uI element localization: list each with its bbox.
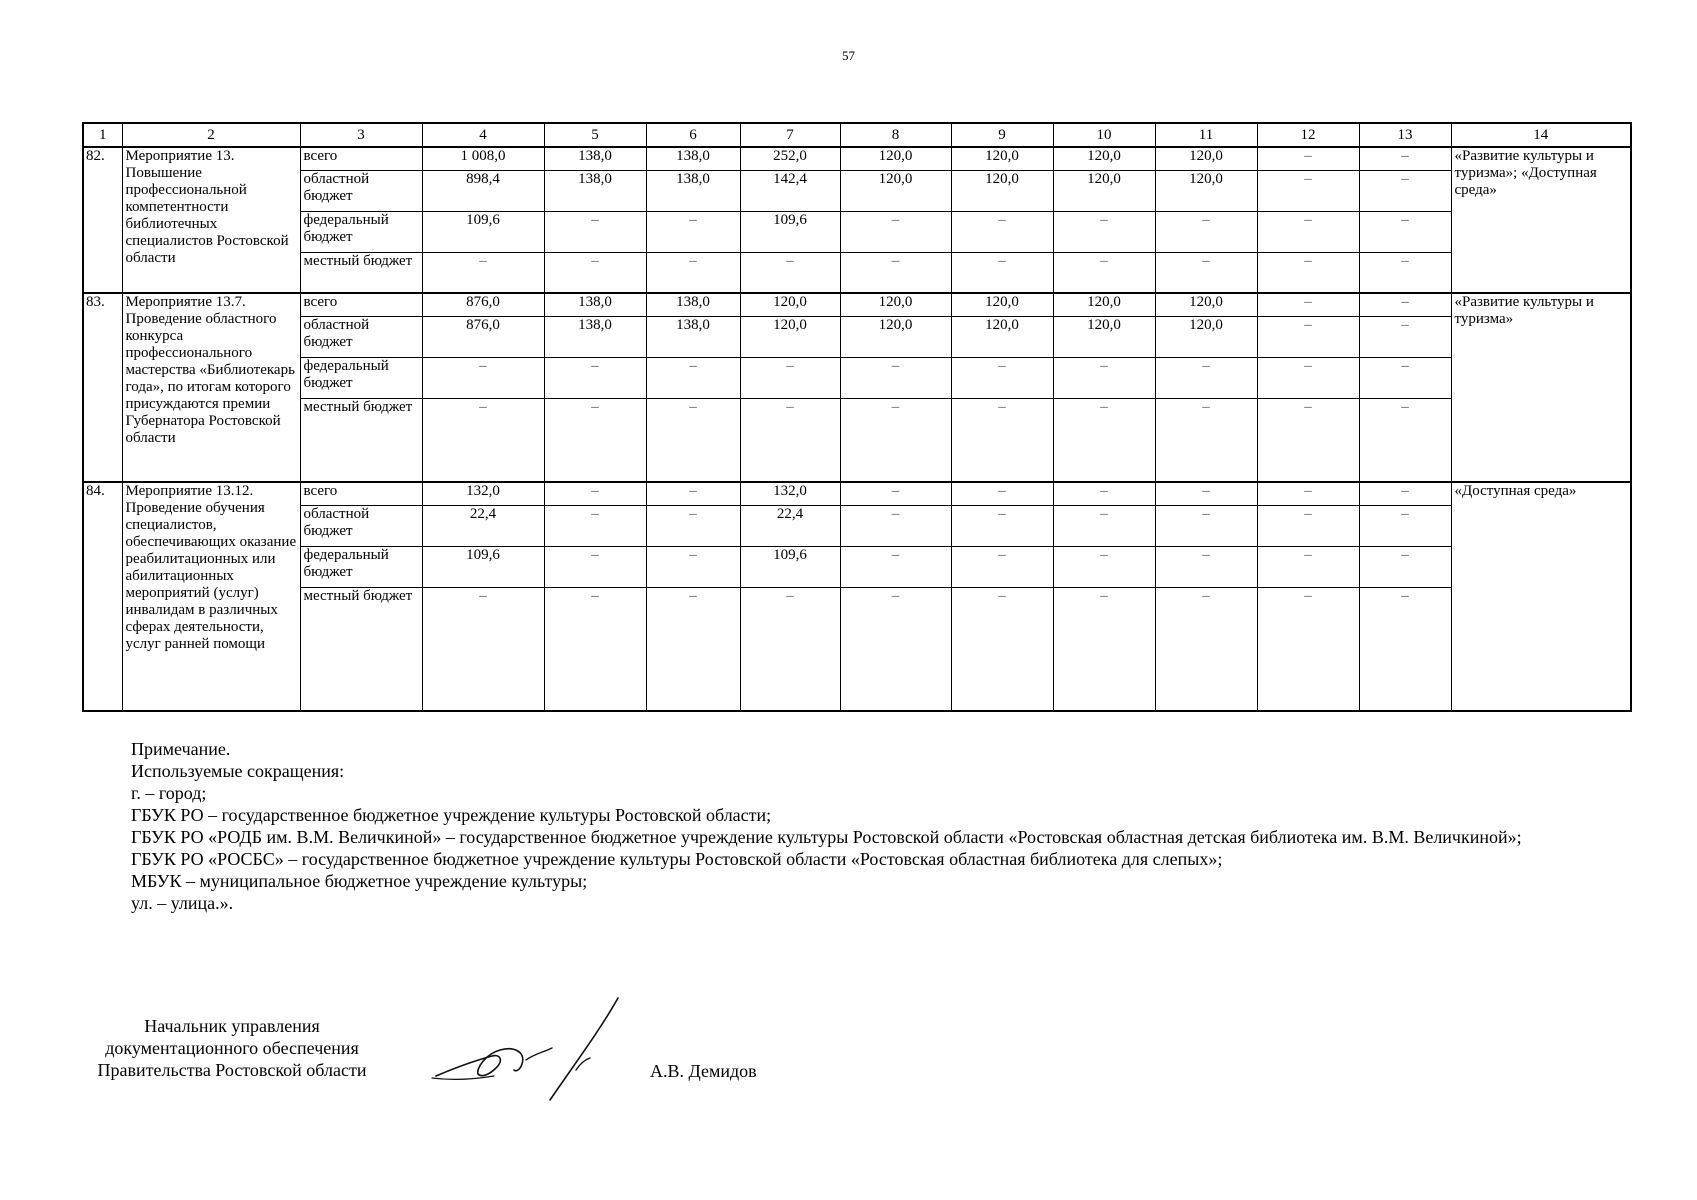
amount-cell: – (422, 252, 544, 293)
amount-cell: – (646, 505, 740, 546)
amount-cell: – (1053, 482, 1155, 505)
amount-cell: 252,0 (740, 147, 840, 170)
header-cell: 6 (646, 123, 740, 147)
amount-cell: – (840, 211, 951, 252)
amount-cell: – (1053, 546, 1155, 587)
funding-source: федеральный бюджет (300, 211, 422, 252)
funding-source: всего (300, 147, 422, 170)
amount-cell: 138,0 (646, 170, 740, 211)
row-number: 82. (83, 147, 122, 293)
amount-cell: – (951, 482, 1053, 505)
amount-cell: – (1155, 587, 1257, 711)
amount-cell: – (422, 587, 544, 711)
amount-cell: 876,0 (422, 293, 544, 316)
header-cell: 14 (1451, 123, 1631, 147)
header-cell: 4 (422, 123, 544, 147)
amount-cell: – (422, 398, 544, 482)
amount-cell: 120,0 (1155, 293, 1257, 316)
amount-cell: – (951, 357, 1053, 398)
position-line: Начальник управления (144, 1016, 320, 1036)
amount-cell: – (951, 587, 1053, 711)
note-item: ГБУК РО «РОСБС» – государственное бюджетное учреждение культуры Ростовской области «Ростовская областная библиотека для слепых»; (131, 849, 1223, 869)
table-row (83, 357, 1631, 398)
header-cell: 1 (83, 123, 122, 147)
amount-cell: – (1155, 505, 1257, 546)
amount-cell: – (1053, 505, 1155, 546)
row-number: 83. (83, 293, 122, 482)
amount-cell: 138,0 (646, 316, 740, 357)
amount-cell: – (544, 505, 646, 546)
amount-cell: 120,0 (1053, 293, 1155, 316)
amount-cell: – (1359, 357, 1451, 398)
amount-cell: 120,0 (840, 147, 951, 170)
table-row (83, 398, 1631, 482)
table-row (83, 147, 1631, 170)
amount-cell: – (840, 398, 951, 482)
amount-cell: – (544, 546, 646, 587)
header-cell: 3 (300, 123, 422, 147)
table-row (83, 293, 1631, 316)
amount-cell: – (1257, 587, 1359, 711)
amount-cell: – (544, 587, 646, 711)
header-cell: 8 (840, 123, 951, 147)
table-row (83, 316, 1631, 357)
amount-cell: – (646, 546, 740, 587)
amount-cell: 109,6 (740, 546, 840, 587)
amount-cell: – (1359, 293, 1451, 316)
signatory-position (82, 1015, 382, 1081)
amount-cell: 22,4 (740, 505, 840, 546)
amount-cell: – (1257, 505, 1359, 546)
amount-cell: – (422, 357, 544, 398)
funding-source: местный бюджет (300, 587, 422, 711)
amount-cell: 120,0 (1155, 147, 1257, 170)
table-row (83, 252, 1631, 293)
table-row (83, 546, 1631, 587)
amount-cell: 132,0 (422, 482, 544, 505)
amount-cell: – (1155, 252, 1257, 293)
note-item: г. – город; (131, 783, 207, 803)
amount-cell: – (951, 546, 1053, 587)
amount-cell: – (1155, 398, 1257, 482)
amount-cell: – (1257, 252, 1359, 293)
amount-cell: 138,0 (544, 293, 646, 316)
state-program: «Развитие культуры и туризма»; «Доступная среда» (1451, 147, 1631, 293)
amount-cell: – (1155, 546, 1257, 587)
amount-cell: 876,0 (422, 316, 544, 357)
amount-cell: 109,6 (740, 211, 840, 252)
amount-cell: – (646, 398, 740, 482)
amount-cell: 120,0 (840, 293, 951, 316)
funding-source: областной бюджет (300, 170, 422, 211)
amount-cell: – (1359, 482, 1451, 505)
amount-cell: – (840, 482, 951, 505)
amount-cell: – (1257, 398, 1359, 482)
header-cell: 9 (951, 123, 1053, 147)
amount-cell: – (840, 357, 951, 398)
amount-cell: – (1359, 170, 1451, 211)
amount-cell: – (740, 398, 840, 482)
header-cell: 11 (1155, 123, 1257, 147)
amount-cell: 22,4 (422, 505, 544, 546)
amount-cell: – (1359, 252, 1451, 293)
funding-source: федеральный бюджет (300, 546, 422, 587)
amount-cell: – (1053, 357, 1155, 398)
amount-cell: 138,0 (544, 316, 646, 357)
amount-cell: – (1053, 252, 1155, 293)
activity-title: Мероприятие 13.12. Проведение обучения специалистов, обеспечивающих оказание реабилитационных или абилитационных мероприятий (услуг) инвалидам в различных сферах деятельности, услуг ранней помощи (122, 482, 300, 711)
amount-cell: – (1359, 147, 1451, 170)
position-line: Правительства Ростовской области (97, 1060, 367, 1080)
amount-cell: 120,0 (951, 293, 1053, 316)
header-cell: 13 (1359, 123, 1451, 147)
funding-source: всего (300, 293, 422, 316)
amount-cell: 120,0 (951, 316, 1053, 357)
amount-cell: 120,0 (951, 147, 1053, 170)
amount-cell: – (544, 398, 646, 482)
amount-cell: 138,0 (544, 170, 646, 211)
amount-cell: – (951, 252, 1053, 293)
amount-cell: – (1155, 211, 1257, 252)
table-row (83, 505, 1631, 546)
amount-cell: – (1053, 211, 1155, 252)
amount-cell: 898,4 (422, 170, 544, 211)
amount-cell: – (1155, 357, 1257, 398)
amount-cell: – (1257, 316, 1359, 357)
amount-cell: – (646, 482, 740, 505)
amount-cell: – (840, 505, 951, 546)
position-line: документационного обеспечения (105, 1038, 359, 1058)
amount-cell: – (1257, 482, 1359, 505)
amount-cell: 120,0 (1053, 316, 1155, 357)
header-cell: 7 (740, 123, 840, 147)
note-item: ГБУК РО «РОДБ им. В.М. Величкиной» – государственное бюджетное учреждение культуры Ростовской области «Ростовская областная детская библиотека им. В.М. Величкиной»; (131, 827, 1522, 847)
note-item: ГБУК РО – государственное бюджетное учреждение культуры Ростовской области; (131, 805, 772, 825)
signatory-name: А.В. Демидов (650, 1061, 757, 1081)
amount-cell: – (1359, 316, 1451, 357)
amount-cell: 1 008,0 (422, 147, 544, 170)
funding-source: местный бюджет (300, 398, 422, 482)
funding-source: местный бюджет (300, 252, 422, 293)
amount-cell: – (646, 357, 740, 398)
amount-cell: 138,0 (544, 147, 646, 170)
note-item: ул. – улица.». (131, 893, 234, 913)
amount-cell: 109,6 (422, 211, 544, 252)
amount-cell: – (646, 252, 740, 293)
amount-cell: – (740, 357, 840, 398)
amount-cell: 120,0 (1155, 316, 1257, 357)
amount-cell: 120,0 (1053, 170, 1155, 211)
amount-cell: – (544, 482, 646, 505)
amount-cell: 120,0 (840, 316, 951, 357)
state-program: «Развитие культуры и туризма» (1451, 293, 1631, 482)
amount-cell: – (646, 211, 740, 252)
amount-cell: – (1359, 398, 1451, 482)
amount-cell: – (1359, 211, 1451, 252)
amount-cell: – (1257, 147, 1359, 170)
table-row (83, 211, 1631, 252)
amount-cell: – (1359, 587, 1451, 711)
amount-cell: 120,0 (1155, 170, 1257, 211)
page-number: 57 (842, 48, 855, 63)
notes (82, 738, 1630, 914)
handwritten-signature (430, 990, 630, 1105)
amount-cell: – (840, 587, 951, 711)
header-cell: 5 (544, 123, 646, 147)
funding-source: федеральный бюджет (300, 357, 422, 398)
header-row (83, 123, 1631, 147)
amount-cell: – (646, 587, 740, 711)
funding-source: всего (300, 482, 422, 505)
notes-heading: Примечание. (131, 739, 231, 759)
amount-cell: – (1359, 505, 1451, 546)
amount-cell: – (1359, 546, 1451, 587)
amount-cell: – (1053, 398, 1155, 482)
amount-cell: 120,0 (840, 170, 951, 211)
activity-title: Мероприятие 13.7. Проведение областного конкурса профессионального мастерства «Библиотекарь года», по итогам которого присуждаются премии Губернатора Ростовской области (122, 293, 300, 482)
funding-source: областной бюджет (300, 316, 422, 357)
note-item: МБУК – муниципальное бюджетное учреждение культуры; (131, 871, 588, 891)
amount-cell: – (840, 546, 951, 587)
activity-title: Мероприятие 13. Повышение профессиональной компетентности библиотечных специалистов Ростовской области (122, 147, 300, 293)
header-cell: 12 (1257, 123, 1359, 147)
amount-cell: 120,0 (740, 293, 840, 316)
amount-cell: – (740, 587, 840, 711)
amount-cell: 120,0 (951, 170, 1053, 211)
row-number: 84. (83, 482, 122, 711)
amount-cell: – (951, 211, 1053, 252)
amount-cell: – (840, 252, 951, 293)
amount-cell: – (1257, 546, 1359, 587)
funding-source: областной бюджет (300, 505, 422, 546)
amount-cell: – (951, 398, 1053, 482)
amount-cell: – (1257, 357, 1359, 398)
notes-intro: Используемые сокращения: (131, 761, 345, 781)
amount-cell: – (1053, 587, 1155, 711)
amount-cell: 142,4 (740, 170, 840, 211)
amount-cell: 120,0 (740, 316, 840, 357)
budget-table (82, 122, 1632, 712)
amount-cell: 120,0 (1053, 147, 1155, 170)
amount-cell: 109,6 (422, 546, 544, 587)
amount-cell: – (1257, 293, 1359, 316)
amount-cell: – (544, 357, 646, 398)
amount-cell: – (544, 252, 646, 293)
amount-cell: – (1155, 482, 1257, 505)
amount-cell: 138,0 (646, 147, 740, 170)
amount-cell: – (1257, 170, 1359, 211)
amount-cell: 132,0 (740, 482, 840, 505)
table-row (83, 482, 1631, 505)
table-row (83, 170, 1631, 211)
amount-cell: 138,0 (646, 293, 740, 316)
amount-cell: – (1257, 211, 1359, 252)
amount-cell: – (951, 505, 1053, 546)
amount-cell: – (544, 211, 646, 252)
header-cell: 2 (122, 123, 300, 147)
table-row (83, 587, 1631, 711)
header-cell: 10 (1053, 123, 1155, 147)
table-body (83, 147, 1631, 711)
state-program: «Доступная среда» (1451, 482, 1631, 711)
amount-cell: – (740, 252, 840, 293)
